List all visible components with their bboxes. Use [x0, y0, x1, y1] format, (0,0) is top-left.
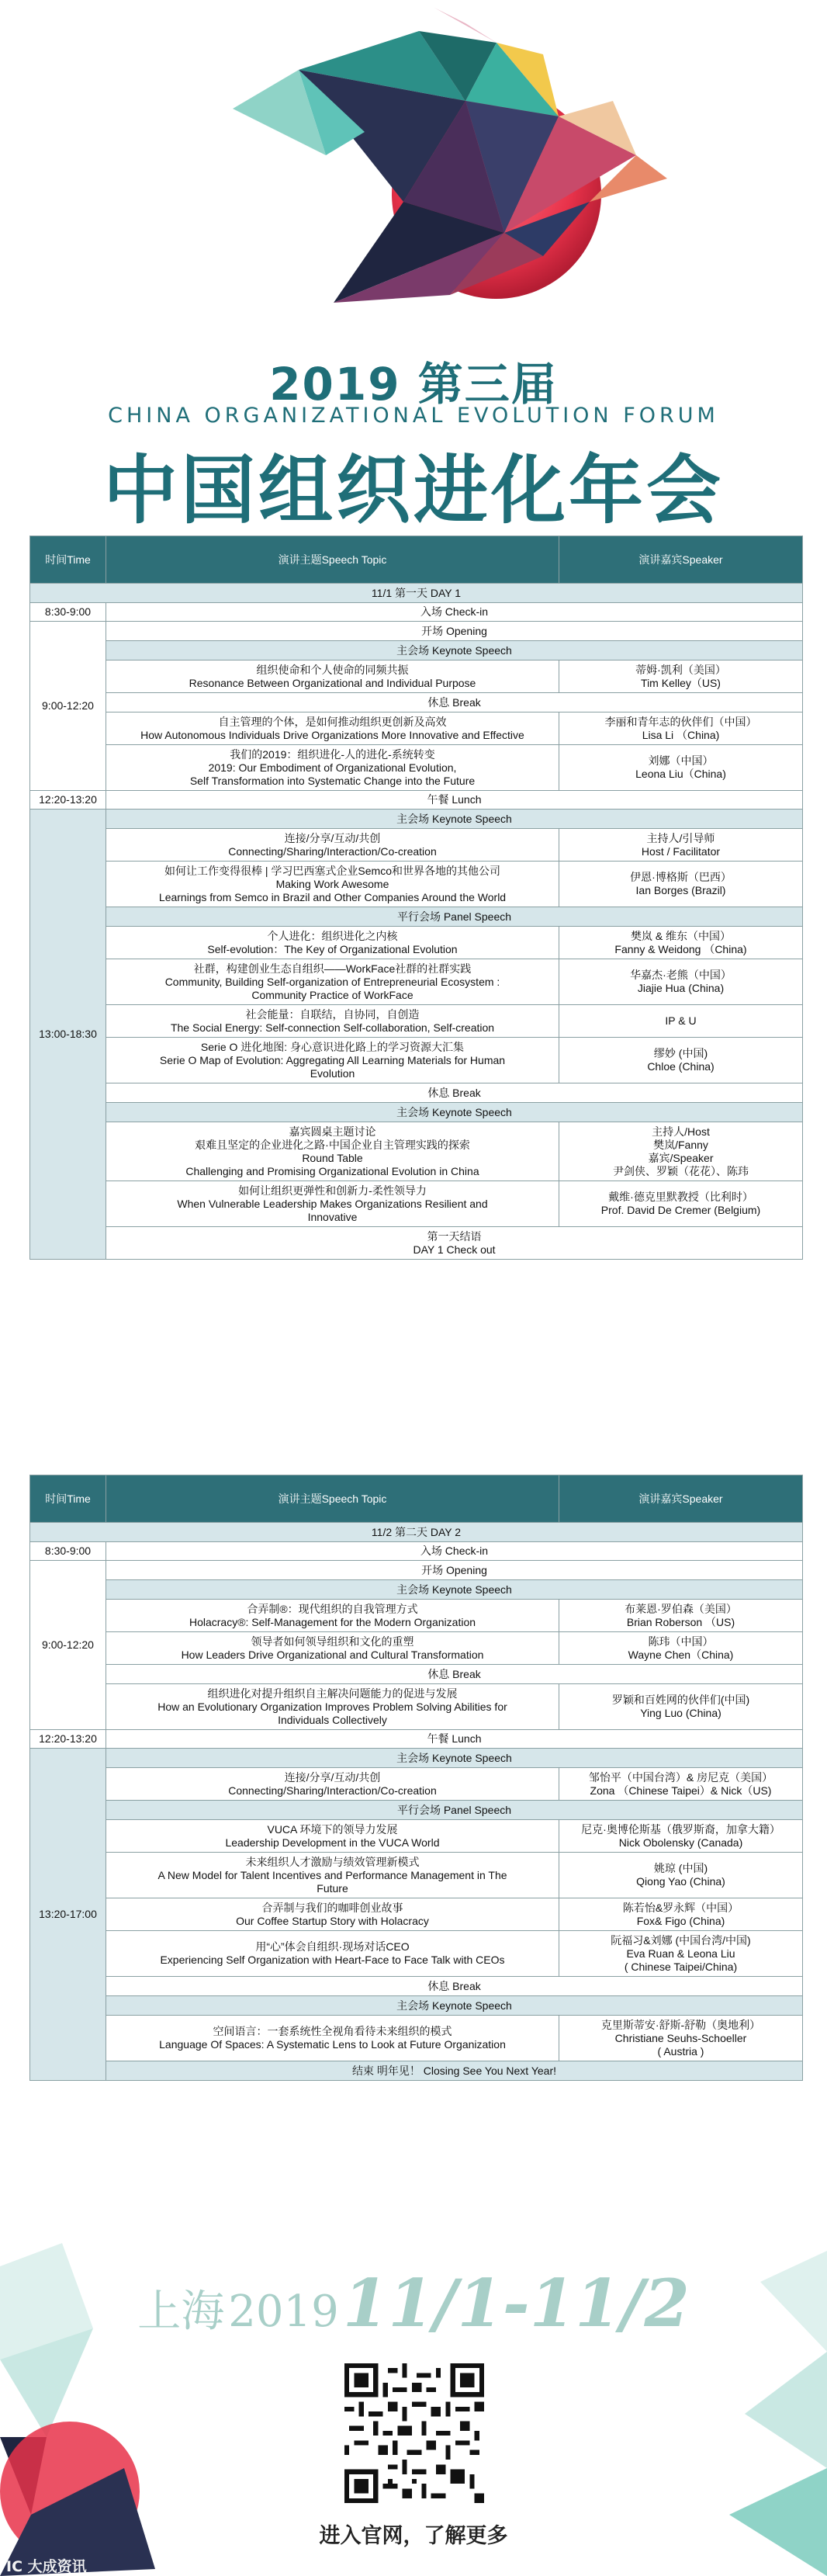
topic-line: 合弄制与我们的咖啡创业故事 [261, 1901, 403, 1914]
section-title-text: 主会场 Keynote Speech [396, 1583, 512, 1596]
speaker-line: Chloe (China) [647, 1060, 715, 1073]
table-row [30, 603, 803, 622]
section-title-text: 结束 明年见！ Closing See You Next Year! [351, 2064, 557, 2077]
speaker [559, 1684, 803, 1730]
section-title-text: 主会场 Keynote Speech [396, 1751, 512, 1764]
section-row [30, 1801, 803, 1820]
speaker-line: 罗颖和百姓网的伙伴们(中国) [611, 1694, 750, 1706]
speaker-line: 姚琼 (中国) [653, 1862, 708, 1874]
speaker [559, 1005, 803, 1038]
topic-line: Community Practice of WorkFace [251, 988, 414, 1001]
speech-topic [106, 1181, 559, 1227]
time-slot: 12:20-13:20 [30, 1730, 106, 1749]
topic-line: Individuals Collectively [278, 1713, 387, 1726]
topic-line: 未来组织人才激励与绩效管理新模式 [245, 1855, 420, 1868]
section-title [106, 907, 803, 927]
table-row [30, 1083, 803, 1103]
table-row [30, 1542, 803, 1561]
topic-line: Self-evolution：The Key of Organizational Evolution [207, 942, 458, 955]
event-edition-title: 2019 第三届 [269, 358, 558, 411]
speaker-line: 布莱恩·罗伯森（美国） [625, 1602, 737, 1615]
speech-topic [106, 1122, 559, 1181]
section-row [30, 1749, 803, 1768]
topic-line: Innovative [307, 1210, 358, 1223]
speaker-line: 戴维·德克里默教授（比利时） [608, 1191, 753, 1203]
section-row [30, 2061, 803, 2081]
speaker-line: IP & U [665, 1014, 697, 1027]
speaker-line: 阮福习&刘娜 (中国台湾/中国) [611, 1933, 751, 1947]
qr-code[interactable] [344, 2363, 484, 2503]
time-slot: 8:30-9:00 [30, 1542, 106, 1561]
day2-schedule-table [29, 1475, 803, 2081]
speech-topic [106, 959, 559, 1005]
speaker-line: Ying Luo (China) [640, 1707, 721, 1719]
topic-line: Resonance Between Organizational and Individual Purpose [189, 676, 476, 689]
section-row [30, 1996, 803, 2016]
table-header-row [30, 1475, 803, 1523]
header-speaker: 演讲嘉宾Speaker [559, 536, 803, 584]
header-topic: 演讲主题Speech Topic [106, 536, 559, 584]
table-row [30, 1632, 803, 1665]
table-row [30, 2016, 803, 2061]
speaker-line: Fanny & Weidong （China) [614, 942, 747, 955]
topic-line: 领导者如何领导组织和文化的重塑 [251, 1635, 414, 1648]
speaker-line: 尼克·奥博伦斯基（俄罗斯裔，加拿大籍） [581, 1822, 780, 1836]
table-row [30, 791, 803, 810]
day1-schedule-table [29, 536, 803, 1260]
section-title [106, 1996, 803, 2016]
speaker-line: Host / Facilitator [641, 844, 721, 858]
speech-topic [106, 1227, 803, 1260]
speaker [559, 1820, 803, 1853]
speech-topic [106, 1083, 803, 1103]
day-banner: 11/2 第二天 DAY 2 [30, 1523, 803, 1542]
table-row [30, 1038, 803, 1083]
table-row [30, 862, 803, 907]
topic-line: 午餐 Lunch [427, 793, 482, 806]
speaker-line: Zona （Chinese Taipei）& Nick（US) [590, 1784, 772, 1797]
speech-topic [106, 1632, 559, 1665]
speaker-line: Prof. David De Cremer (Belgium) [600, 1204, 761, 1216]
table-row [30, 712, 803, 745]
speaker-line: Jiajie Hua (China) [637, 982, 725, 994]
topic-line: Community, Building Self-organization of Entrepreneurial Ecosystem : [164, 975, 500, 988]
section-title [106, 1580, 803, 1600]
day-banner-row [30, 584, 803, 603]
topic-line: 2019: Our Embodiment of Organizational Evolution, [208, 761, 457, 774]
section-title-text: 主会场 Keynote Speech [396, 643, 512, 657]
topic-line: Experiencing Self Organization with Heart-Face to Face Talk with CEOs [160, 1954, 505, 1966]
time-slot: 8:30-9:00 [30, 603, 106, 622]
speech-topic [106, 1005, 559, 1038]
topic-line: 个人进化：组织进化之内核 [267, 929, 398, 942]
speaker [559, 1768, 803, 1801]
section-row [30, 907, 803, 927]
header-time: 时间Time [30, 536, 106, 584]
speaker-line: 陈若怡&罗永辉（中国） [622, 1901, 739, 1914]
speech-topic [106, 1898, 559, 1931]
speaker [559, 1853, 803, 1898]
topic-line: 艰难且坚定的企业进化之路·中国企业自主管理实践的探索 [195, 1138, 470, 1151]
speaker-line: 主持人/Host [652, 1125, 710, 1138]
event-year: 2019 [228, 2287, 339, 2337]
table-row [30, 927, 803, 959]
topic-line: Round Table [302, 1151, 363, 1164]
topic-line: 入场 Check-in [420, 1545, 489, 1557]
time-slot: 9:00-12:20 [30, 622, 106, 791]
event-city: 上海 [137, 2287, 225, 2337]
table-row [30, 1561, 803, 1580]
topic-line: A New Model for Talent Incentives and Performance Management in The [157, 1868, 507, 1881]
speaker-line: 蒂姆·凯利（美国） [635, 663, 726, 676]
speaker-line: ( Chinese Taipei/China) [624, 1960, 738, 1973]
time-slot: 12:20-13:20 [30, 791, 106, 810]
visit-website-cta[interactable]: 进入官网，了解更多 [319, 2524, 508, 2548]
speaker-line: ( Austria ) [657, 2044, 704, 2058]
topic-line: How Autonomous Individuals Drive Organizations More Innovative and Effective [140, 728, 524, 741]
section-row [30, 1580, 803, 1600]
speaker-line: 华嘉杰·老熊（中国） [630, 969, 732, 981]
speaker [559, 2016, 803, 2061]
topic-line: 如何让组织更弹性和创新力-柔性领导力 [238, 1184, 427, 1197]
table-row [30, 1122, 803, 1181]
section-title [106, 641, 803, 660]
topic-line: 自主管理的个体，是如何推动组织更创新及高效 [218, 715, 447, 728]
header-time: 时间Time [30, 1475, 106, 1523]
section-title [106, 1103, 803, 1122]
speech-topic [106, 1665, 803, 1684]
section-title-text: 主会场 Keynote Speech [396, 1999, 512, 2012]
speaker [559, 959, 803, 1005]
topic-line: 社群，构建创业生态自组织——WorkFace社群的社群实践 [193, 962, 472, 975]
table-row [30, 1684, 803, 1730]
table-row [30, 1600, 803, 1632]
topic-line: Connecting/Sharing/Interaction/Co-creation [228, 844, 437, 858]
speaker-line: Eva Ruan & Leona Liu [626, 1947, 735, 1960]
speaker [559, 745, 803, 791]
topic-line: 空间语言：一套系统性全视角看待未来组织的模式 [213, 2025, 452, 2037]
speaker-line: 刘娜（中国） [648, 754, 714, 767]
topic-line: 入场 Check-in [420, 605, 489, 618]
speech-topic [106, 1730, 803, 1749]
section-title-text: 主会场 Keynote Speech [396, 812, 512, 825]
topic-line: Evolution [310, 1066, 355, 1080]
speaker-line: 尹剑侠、罗颖（花花）、陈玮 [613, 1164, 749, 1177]
speech-topic [106, 745, 559, 791]
topic-line: Holacracy®: Self-Management for the Modern Organization [189, 1615, 476, 1628]
speaker-line: Nick Obolensky (Canada) [618, 1836, 743, 1849]
day-banner: 11/1 第一天 DAY 1 [30, 584, 803, 603]
speaker-line: 陈玮（中国） [648, 1635, 714, 1648]
speaker-line: 伊恩·博格斯（巴西） [630, 871, 732, 883]
table-row [30, 1665, 803, 1684]
speech-topic [106, 693, 803, 712]
section-title-text: 平行会场 Panel Speech [396, 1803, 512, 1816]
speech-topic [106, 1600, 559, 1632]
speaker [559, 1038, 803, 1083]
table-row [30, 1853, 803, 1898]
topic-line: How Leaders Drive Organizational and Cultural Transformation [181, 1648, 484, 1661]
speaker-line: Fox& Figo (China) [636, 1914, 725, 1927]
speaker-line: Ian Borges (Brazil) [635, 884, 726, 896]
table-row [30, 745, 803, 791]
event-date-range: 11/1-11/2 [342, 2265, 690, 2342]
speaker-line: 克里斯蒂安·舒斯-舒勒（奥地利） [600, 2018, 761, 2031]
topic-line: 休息 Break [427, 1979, 481, 1992]
speaker-line: Leona Liu（China) [635, 768, 726, 780]
section-title-text: 平行会场 Panel Speech [396, 910, 512, 923]
topic-line: Self Transformation into Systematic Change into the Future [189, 774, 476, 787]
table-row [30, 829, 803, 862]
speaker-line: Christiane Seuhs-Schoeller [614, 2031, 747, 2044]
topic-line: VUCA 环境下的领导力发展 [267, 1822, 398, 1836]
topic-line: 如何让工作变得很棒 | 学习巴西塞式企业Semco和世界各地的其他公司 [164, 864, 500, 877]
event-english-title: CHINA ORGANIZATIONAL EVOLUTION FORUM [108, 404, 719, 428]
speaker-line: 邹怡平（中国台湾）& 房尼克（美国） [588, 1770, 773, 1784]
topic-line: 休息 Break [427, 1086, 481, 1099]
speaker-line: Wayne Chen（China) [628, 1648, 734, 1661]
topic-line: Learnings from Semco in Brazil and Other Companies Around the World [158, 890, 507, 903]
watermark: IC 大成资讯 [6, 2558, 87, 2575]
speaker [559, 1898, 803, 1931]
topic-line: 合弄制®：现代组织的自我管理方式 [247, 1602, 418, 1615]
speech-topic [106, 1684, 559, 1730]
topic-line: Connecting/Sharing/Interaction/Co-creation [228, 1784, 437, 1797]
speech-topic [106, 2016, 559, 2061]
section-row [30, 641, 803, 660]
event-date-location [0, 2265, 827, 2342]
topic-line: Challenging and Promising Organizational Evolution in China [185, 1164, 479, 1177]
topic-line: 组织进化对提升组织自主解决问题能力的促进与发展 [207, 1687, 458, 1700]
section-title [106, 2061, 803, 2081]
topic-line: 第一天结语 [427, 1229, 482, 1243]
topic-line: 嘉宾圆桌主题讨论 [289, 1125, 376, 1138]
table-row [30, 1931, 803, 1977]
speech-topic [106, 1977, 803, 1996]
speech-topic [106, 660, 559, 693]
speaker [559, 1931, 803, 1977]
speaker-line: Lisa Li （China) [642, 728, 720, 741]
speaker [559, 829, 803, 862]
speaker-line: Brian Roberson （US) [626, 1615, 735, 1628]
speech-topic [106, 1820, 559, 1853]
topic-line: Serie O 进化地图: 身心意识进化路上的学习资源大汇集 [200, 1040, 465, 1053]
speech-topic [106, 712, 559, 745]
day-banner-row [30, 1523, 803, 1542]
topic-line: Leadership Development in the VUCA World [225, 1836, 440, 1849]
speech-topic [106, 1561, 803, 1580]
topic-line: The Social Energy: Self-connection Self-collaboration, Self-creation [170, 1021, 495, 1034]
table-row [30, 1730, 803, 1749]
topic-line: 午餐 Lunch [427, 1732, 482, 1745]
speaker-line: 樊岚/Fanny [653, 1138, 708, 1151]
topic-line: 开场 Opening [421, 1563, 487, 1576]
speech-topic [106, 1853, 559, 1898]
section-row [30, 810, 803, 829]
speech-topic [106, 622, 803, 641]
table-row [30, 1977, 803, 1996]
topic-line: Making Work Awesome [275, 877, 389, 890]
topic-line: Future [317, 1881, 348, 1895]
topic-line: 连接/分享/互动/共创 [284, 831, 381, 844]
section-title [106, 1749, 803, 1768]
topic-line: 组织使命和个人使命的同频共振 [256, 663, 409, 676]
table-row [30, 1820, 803, 1853]
speaker-line: 李丽和青年志的伙伴们（中国） [604, 715, 757, 728]
topic-line: When Vulnerable Leadership Makes Organizations Resilient and [177, 1197, 488, 1210]
speaker [559, 712, 803, 745]
speaker-line: 樊岚 & 维东（中国） [630, 929, 732, 942]
topic-line: 社会能量：自联结，自协同，自创造 [245, 1007, 420, 1021]
topic-line: DAY 1 Check out [413, 1243, 496, 1256]
section-title-text: 主会场 Keynote Speech [396, 1105, 512, 1118]
speaker [559, 1632, 803, 1665]
speaker [559, 1181, 803, 1227]
speech-topic [106, 1542, 803, 1561]
speaker [559, 1122, 803, 1181]
section-title [106, 810, 803, 829]
topic-line: Our Coffee Startup Story with Holacracy [236, 1914, 429, 1927]
time-slot: 13:00-18:30 [30, 810, 106, 1260]
table-row [30, 959, 803, 1005]
speaker-line: 缪妙 (中国) [653, 1047, 708, 1059]
speech-topic [106, 603, 803, 622]
speaker-line: 主持人/引导师 [646, 831, 715, 844]
topic-line: How an Evolutionary Organization Improves Problem Solving Abilities for [157, 1700, 507, 1713]
table-row [30, 1898, 803, 1931]
time-slot: 13:20-17:00 [30, 1749, 106, 2081]
topic-line: 休息 Break [427, 695, 481, 709]
table-row [30, 622, 803, 641]
speech-topic [106, 791, 803, 810]
speaker [559, 927, 803, 959]
table-row [30, 1181, 803, 1227]
speaker [559, 862, 803, 907]
time-slot: 9:00-12:20 [30, 1561, 106, 1730]
table-row [30, 660, 803, 693]
section-row [30, 1103, 803, 1122]
topic-line: 我们的2019：组织进化-人的进化-系统转变 [230, 747, 435, 761]
speaker-line: Tim Kelley（US) [641, 676, 721, 689]
table-row [30, 1768, 803, 1801]
event-chinese-title: 中国组织进化年会 [103, 447, 724, 534]
table-row [30, 1005, 803, 1038]
table-header-row [30, 536, 803, 584]
topic-line: Language Of Spaces: A Systematic Lens to Look at Future Organization [159, 2038, 506, 2051]
speaker-line: 嘉宾/Speaker [648, 1151, 714, 1164]
topic-line: 用“心”体会自组织·现场对话CEO [255, 1940, 410, 1953]
speech-topic [106, 1038, 559, 1083]
section-title [106, 1801, 803, 1820]
table-row [30, 693, 803, 712]
speech-topic [106, 829, 559, 862]
header-speaker: 演讲嘉宾Speaker [559, 1475, 803, 1523]
table-row [30, 1227, 803, 1260]
topic-line: Serie O Map of Evolution: Aggregating All Learning Materials for Human [159, 1053, 506, 1066]
topic-line: 开场 Opening [421, 624, 487, 637]
header-topic: 演讲主题Speech Topic [106, 1475, 559, 1523]
speech-topic [106, 862, 559, 907]
speech-topic [106, 1931, 559, 1977]
topic-line: 休息 Break [427, 1667, 481, 1680]
topic-line: 连接/分享/互动/共创 [284, 1770, 381, 1784]
speech-topic [106, 1768, 559, 1801]
speaker [559, 1600, 803, 1632]
speaker-line: Qiong Yao (China) [636, 1875, 725, 1888]
speaker [559, 660, 803, 693]
speech-topic [106, 927, 559, 959]
